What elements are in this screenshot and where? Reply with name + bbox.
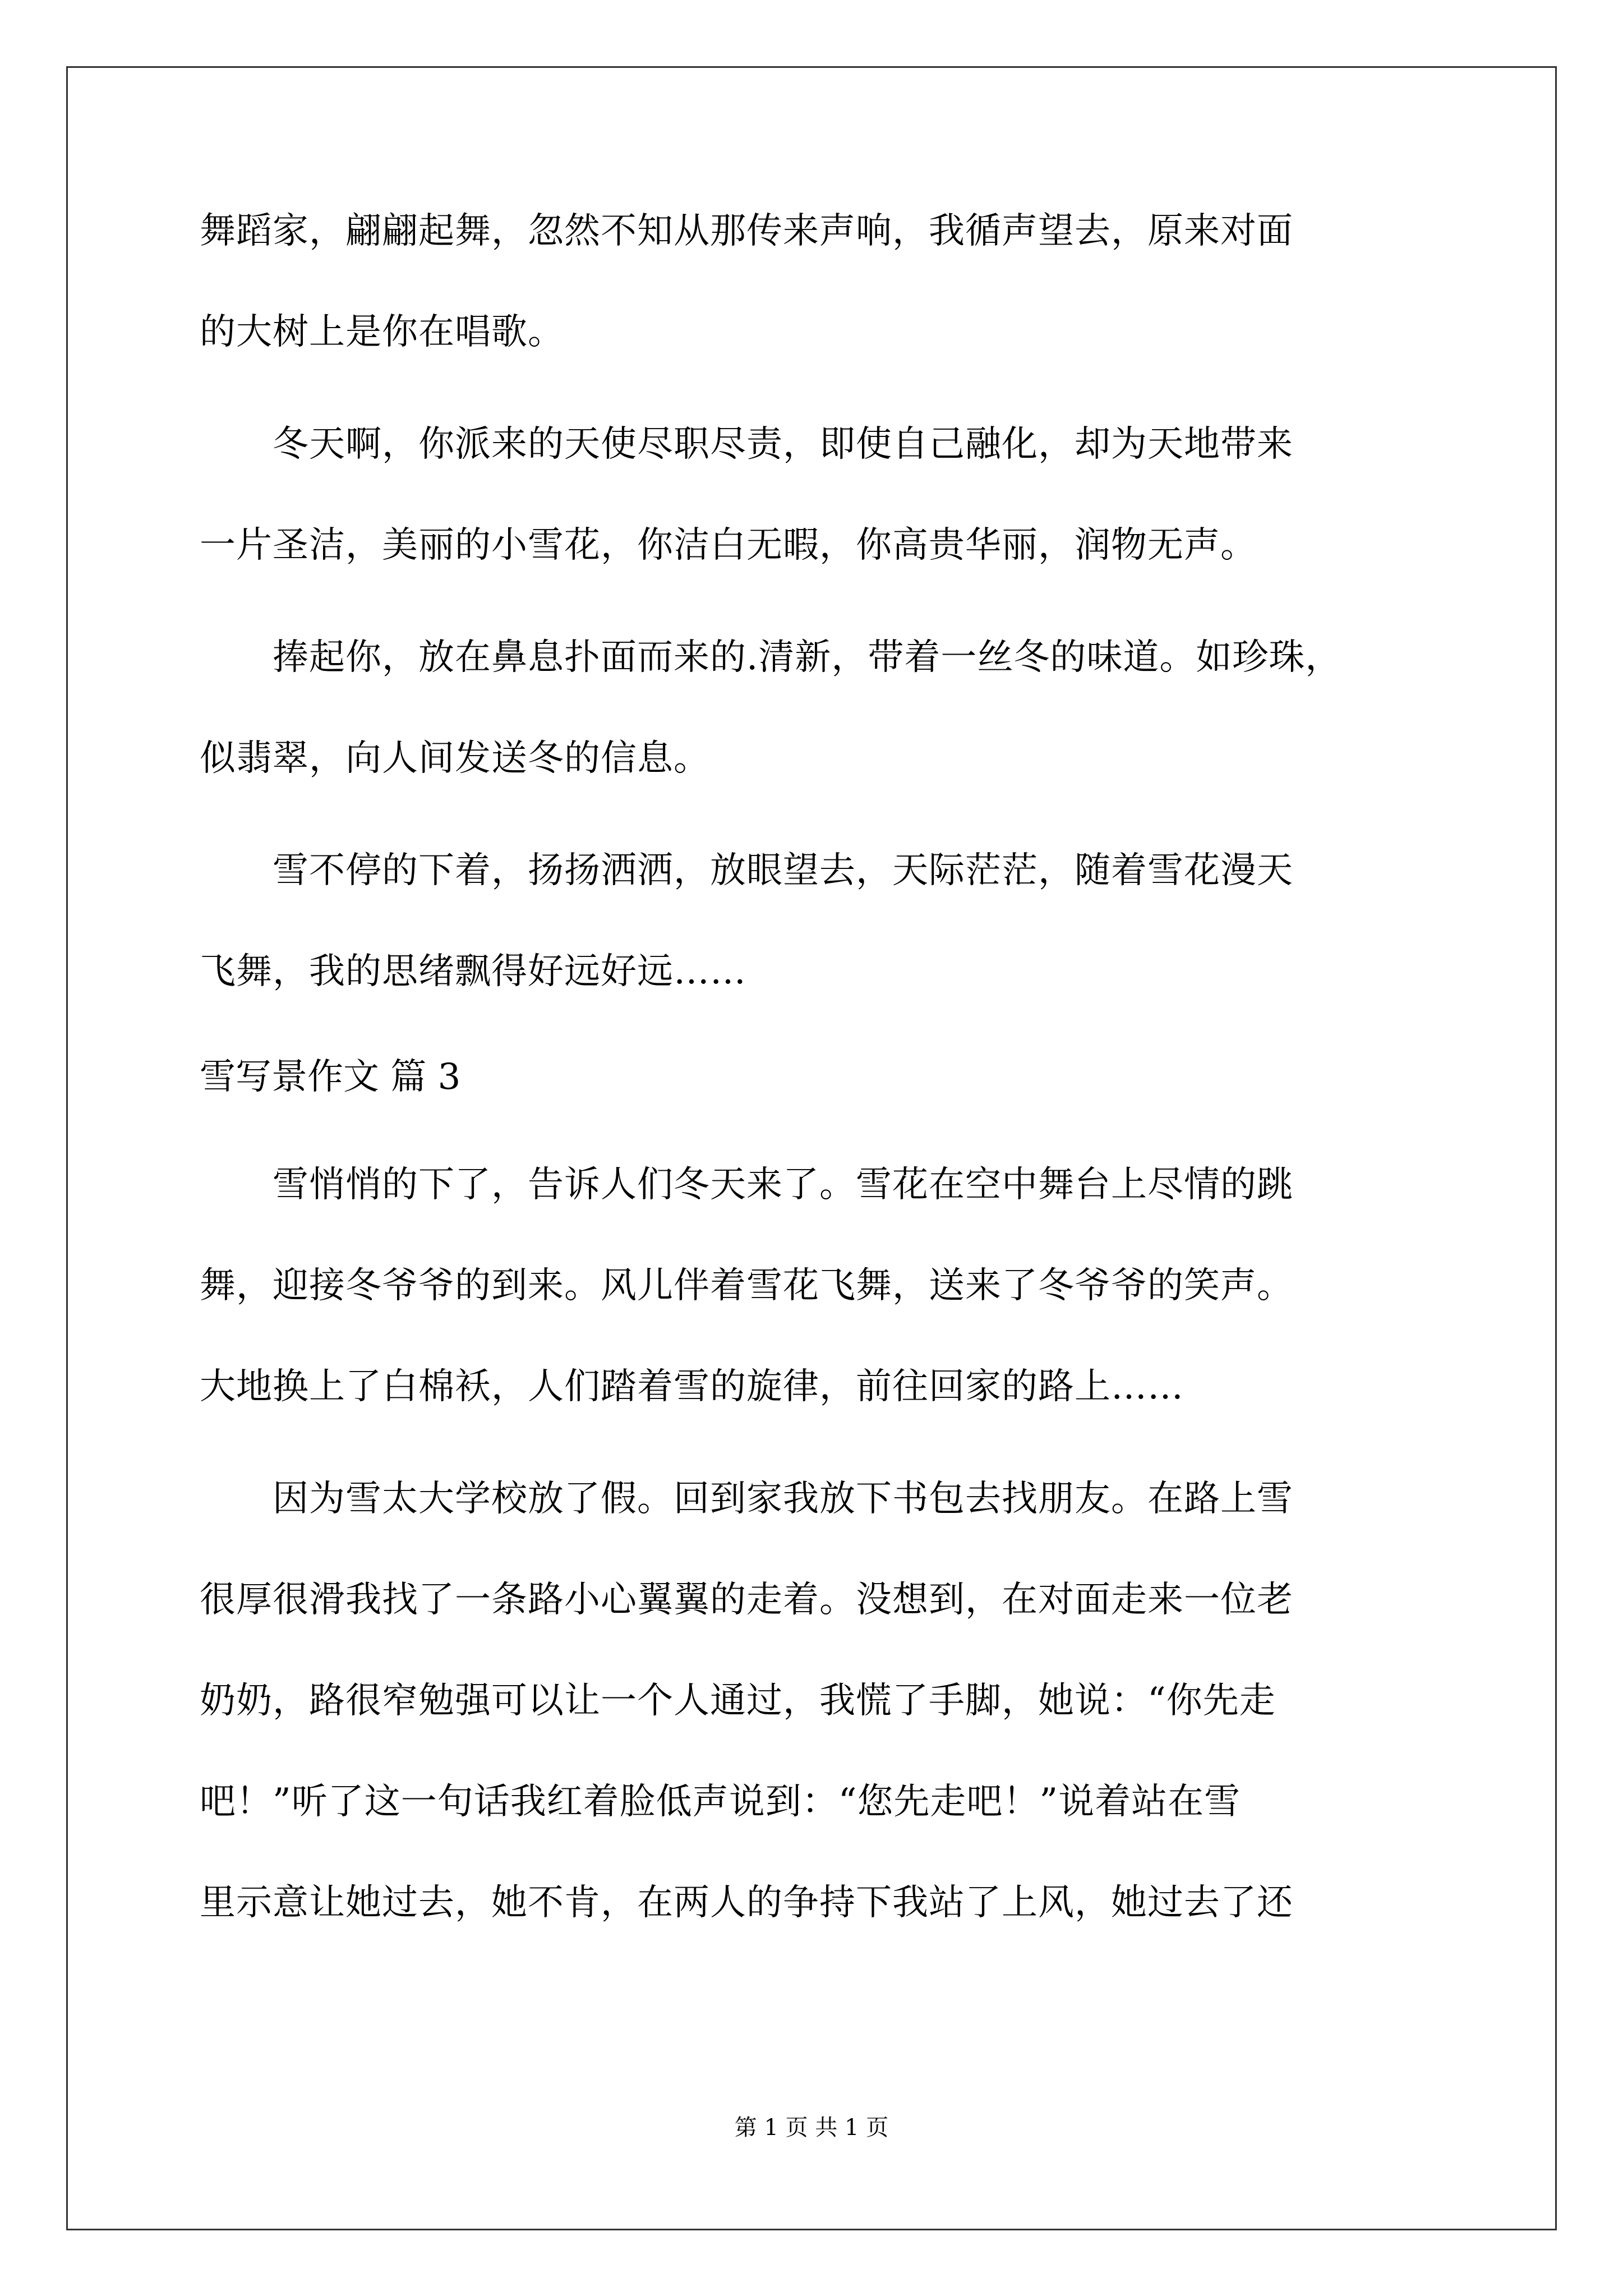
text-line: 吧！”听了这一句话我红着脸低声说到：“您先走吧！”说着站在雪 [200,1781,1241,1823]
text-line: 大地换上了白棉袄，人们踏着雪的旋律，前往回家的路上…… [200,1366,1184,1407]
text-line: 里示意让她过去，她不肯，在两人的争持下我站了上风，她过去了还 [200,1882,1293,1924]
text-line: 似翡翠，向人间发送冬的信息。 [200,738,710,779]
text-line: 雪悄悄的下了，告诉人们冬天来了。雪花在空中舞台上尽情的跳 [200,1164,1293,1205]
text-line: 冬天啊，你派来的天使尽职尽责，即使自己融化，却为天地带来 [200,424,1293,465]
text-line: 舞，迎接冬爷爷的到来。风儿伴着雪花飞舞，送来了冬爷爷的笑声。 [200,1265,1293,1306]
text-line: 因为雪太大学校放了假。回到家我放下书包去找朋友。在路上雪 [200,1478,1293,1520]
text-line: 一片圣洁，美丽的小雪花，你洁白无暇，你高贵华丽，润物无声。 [200,524,1257,566]
text-line: 很厚很滑我找了一条路小心翼翼的走着。没想到，在对面走来一位老 [200,1579,1293,1621]
section-heading: 雪写景作文 篇 3 [200,1056,461,1098]
text-line: 奶奶，路很窄勉强可以让一个人通过，我慌了手脚，她说：“你先走 [200,1680,1276,1722]
text-line: 飞舞，我的思绪飘得好远好远…… [200,951,746,992]
text-line: 舞蹈家，翩翩起舞，忽然不知从那传来声响，我循声望去，原来对面 [200,210,1293,252]
text-line: 捧起你，放在鼻息扑面而来的.清新，带着一丝冬的味道。如珍珠， [200,637,1342,678]
text-line: 的大树上是你在唱歌。 [200,311,564,353]
page-number-footer: 第 1 页 共 1 页 [734,2115,889,2141]
text-line: 雪不停的下着，扬扬洒洒，放眼望去，天际茫茫，随着雪花漫天 [200,850,1293,891]
